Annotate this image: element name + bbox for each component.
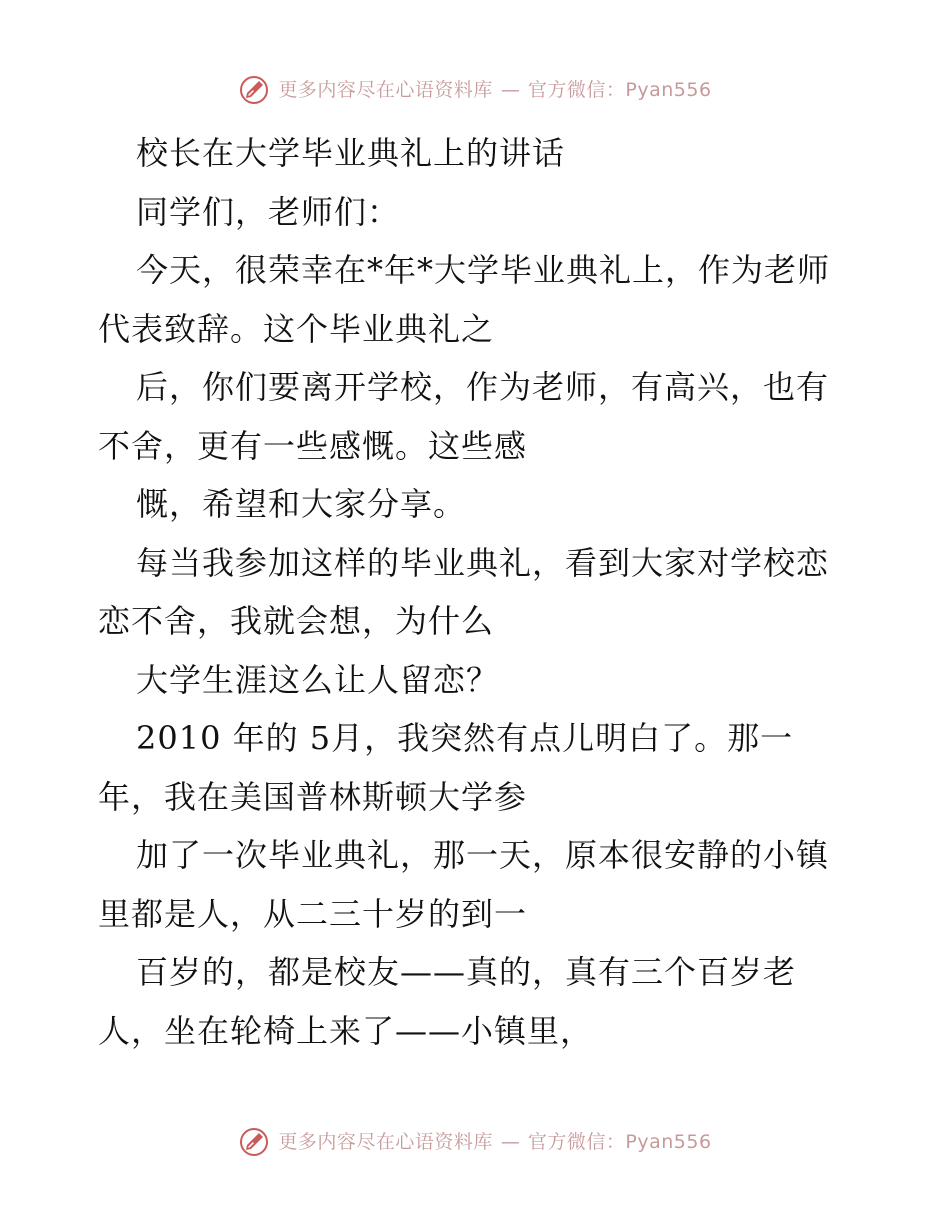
footer-watermark: [0, 1122, 950, 1162]
pen-logo-icon: [238, 74, 270, 106]
header-watermark-suffix: 官方微信：Pyan556: [527, 78, 712, 101]
footer-watermark-separator: —: [500, 1130, 520, 1153]
document-title: 校长在大学毕业典礼上的讲话: [136, 134, 566, 172]
paragraph-line-4: 不舍，更有一些感慨。这些感: [98, 426, 528, 465]
header-watermark-text: 更多内容尽在心语资料库: [278, 78, 493, 101]
paragraph-line-5: 慨，希望和大家分享。: [136, 485, 467, 523]
paragraph-line-7: 恋不舍，我就会想，为什么: [98, 602, 495, 640]
paragraph-line-12: 里都是人，从二三十岁的到一: [98, 894, 528, 933]
paragraph-line-8: 大学生涯这么让人留恋？: [136, 660, 500, 699]
document-body: [98, 124, 858, 1060]
header-watermark: [0, 70, 950, 110]
paragraph-line-10: 年，我在美国普林斯顿大学参: [98, 777, 528, 816]
footer-watermark-text: 更多内容尽在心语资料库: [278, 1130, 493, 1153]
paragraph-line-2: 代表致辞。这个毕业典礼之: [98, 309, 495, 348]
paragraph-line-13: 百岁的，都是校友——真的，真有三个百岁老: [136, 953, 797, 991]
salutation: 同学们，老师们：: [136, 192, 401, 231]
paragraph-line-14: 人，坐在轮椅上来了——小镇里，: [98, 1011, 594, 1050]
paragraph-line-11: 加了一次毕业典礼，那一天，原本很安静的小镇: [136, 836, 830, 874]
header-watermark-separator: —: [500, 78, 520, 101]
footer-watermark-suffix: 官方微信：Pyan556: [527, 1130, 712, 1153]
pen-logo-icon: [238, 1126, 270, 1158]
paragraph-line-6: 每当我参加这样的毕业典礼，看到大家对学校恋: [136, 543, 830, 582]
paragraph-line-1: 今天，很荣幸在*年*大学毕业典礼上，作为老师: [136, 251, 831, 289]
paragraph-line-3: 后，你们要离开学校，作为老师，有高兴，也有: [136, 368, 830, 406]
paragraph-line-9: 2010 年的 5月，我突然有点儿明白了。那一: [136, 719, 794, 757]
